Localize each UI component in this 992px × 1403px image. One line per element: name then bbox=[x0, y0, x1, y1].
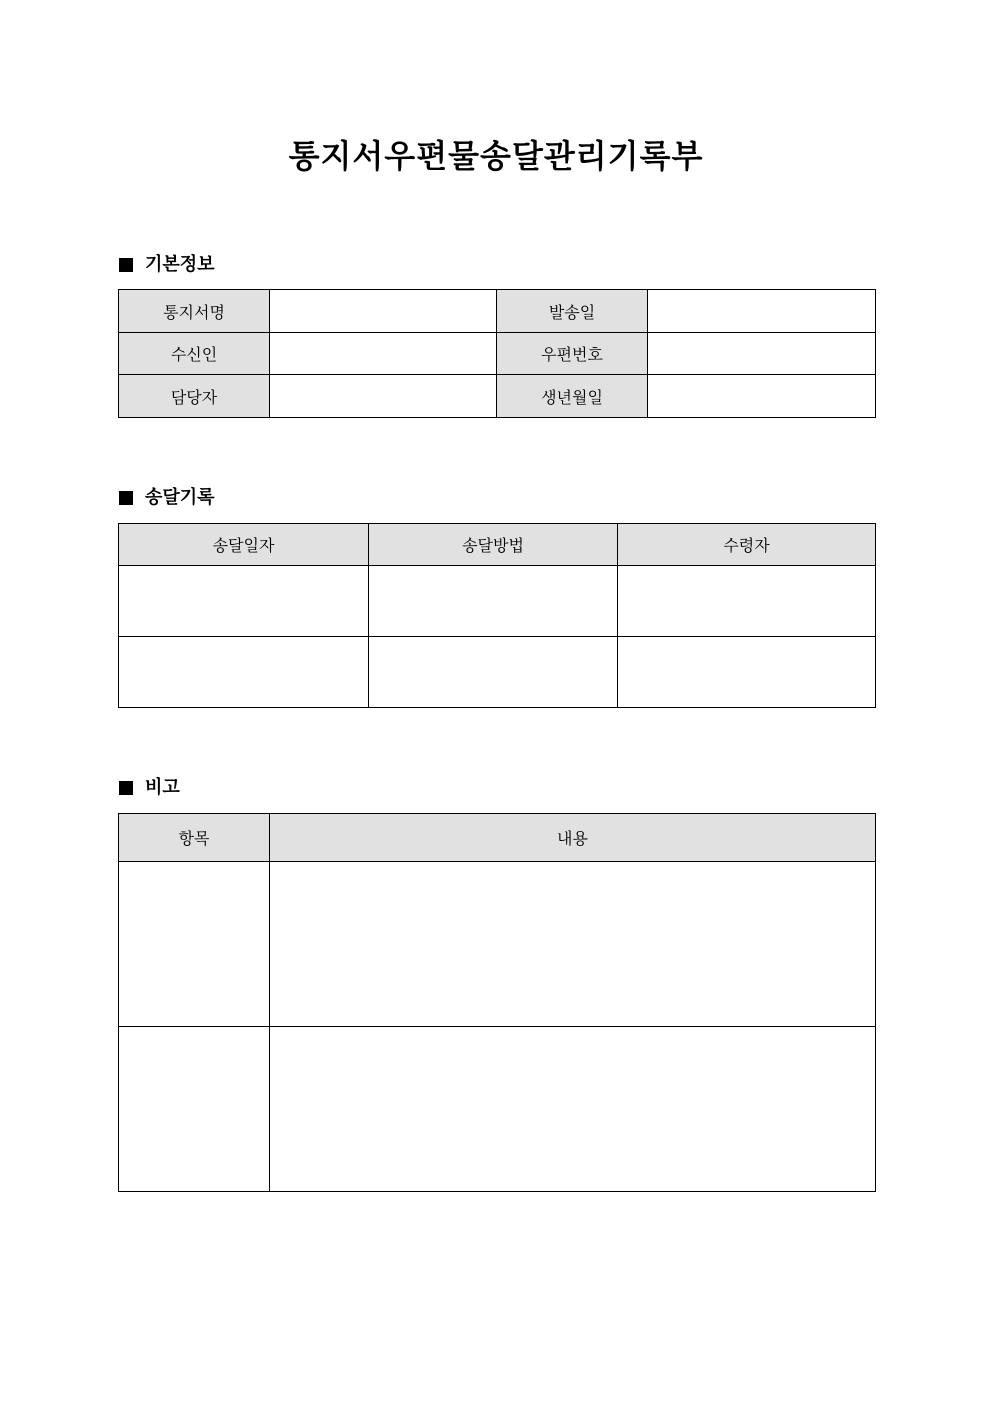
recipient-field[interactable] bbox=[270, 333, 497, 375]
postal-code-label: 우편번호 bbox=[497, 333, 648, 375]
column-header: 수령자 bbox=[618, 524, 876, 566]
birth-date-field[interactable] bbox=[648, 375, 876, 418]
table-row bbox=[119, 1027, 876, 1192]
section-heading-basic-info bbox=[119, 253, 215, 277]
send-date-label: 발송일 bbox=[497, 290, 648, 333]
remarks-table bbox=[118, 813, 876, 1192]
table-row bbox=[119, 566, 876, 637]
basic-info-table bbox=[118, 289, 876, 418]
item-cell[interactable] bbox=[119, 1027, 270, 1192]
delivery-record-table bbox=[118, 523, 876, 708]
birth-date-label: 생년월일 bbox=[497, 375, 648, 418]
column-header: 송달일자 bbox=[119, 524, 369, 566]
column-header: 송달방법 bbox=[369, 524, 618, 566]
column-header: 내용 bbox=[270, 814, 876, 862]
table-row bbox=[119, 290, 876, 333]
delivery-date-cell[interactable] bbox=[119, 566, 369, 637]
table-header-row bbox=[119, 524, 876, 566]
section-title: 송달기록 bbox=[145, 487, 215, 508]
table-row bbox=[119, 637, 876, 708]
notice-name-field[interactable] bbox=[270, 290, 497, 333]
square-bullet-icon bbox=[119, 491, 133, 505]
manager-field[interactable] bbox=[270, 375, 497, 418]
send-date-field[interactable] bbox=[648, 290, 876, 333]
recipient-label: 수신인 bbox=[119, 333, 270, 375]
item-cell[interactable] bbox=[119, 862, 270, 1027]
section-title: 비고 bbox=[145, 777, 180, 798]
section-title: 기본정보 bbox=[145, 254, 215, 275]
table-row bbox=[119, 862, 876, 1027]
receiver-cell[interactable] bbox=[618, 637, 876, 708]
receiver-cell[interactable] bbox=[618, 566, 876, 637]
content-cell[interactable] bbox=[270, 1027, 876, 1192]
delivery-date-cell[interactable] bbox=[119, 637, 369, 708]
table-row bbox=[119, 375, 876, 418]
postal-code-field[interactable] bbox=[648, 333, 876, 375]
delivery-method-cell[interactable] bbox=[369, 566, 618, 637]
page-title: 통지서우편물송달관리기록부 bbox=[288, 137, 704, 175]
square-bullet-icon bbox=[119, 781, 133, 795]
section-heading-delivery-record bbox=[119, 486, 215, 510]
square-bullet-icon bbox=[119, 258, 133, 272]
table-row bbox=[119, 333, 876, 375]
notice-name-label: 통지서명 bbox=[119, 290, 270, 333]
delivery-method-cell[interactable] bbox=[369, 637, 618, 708]
column-header: 항목 bbox=[119, 814, 270, 862]
section-heading-remarks bbox=[119, 776, 180, 800]
manager-label: 담당자 bbox=[119, 375, 270, 418]
table-header-row bbox=[119, 814, 876, 862]
content-cell[interactable] bbox=[270, 862, 876, 1027]
